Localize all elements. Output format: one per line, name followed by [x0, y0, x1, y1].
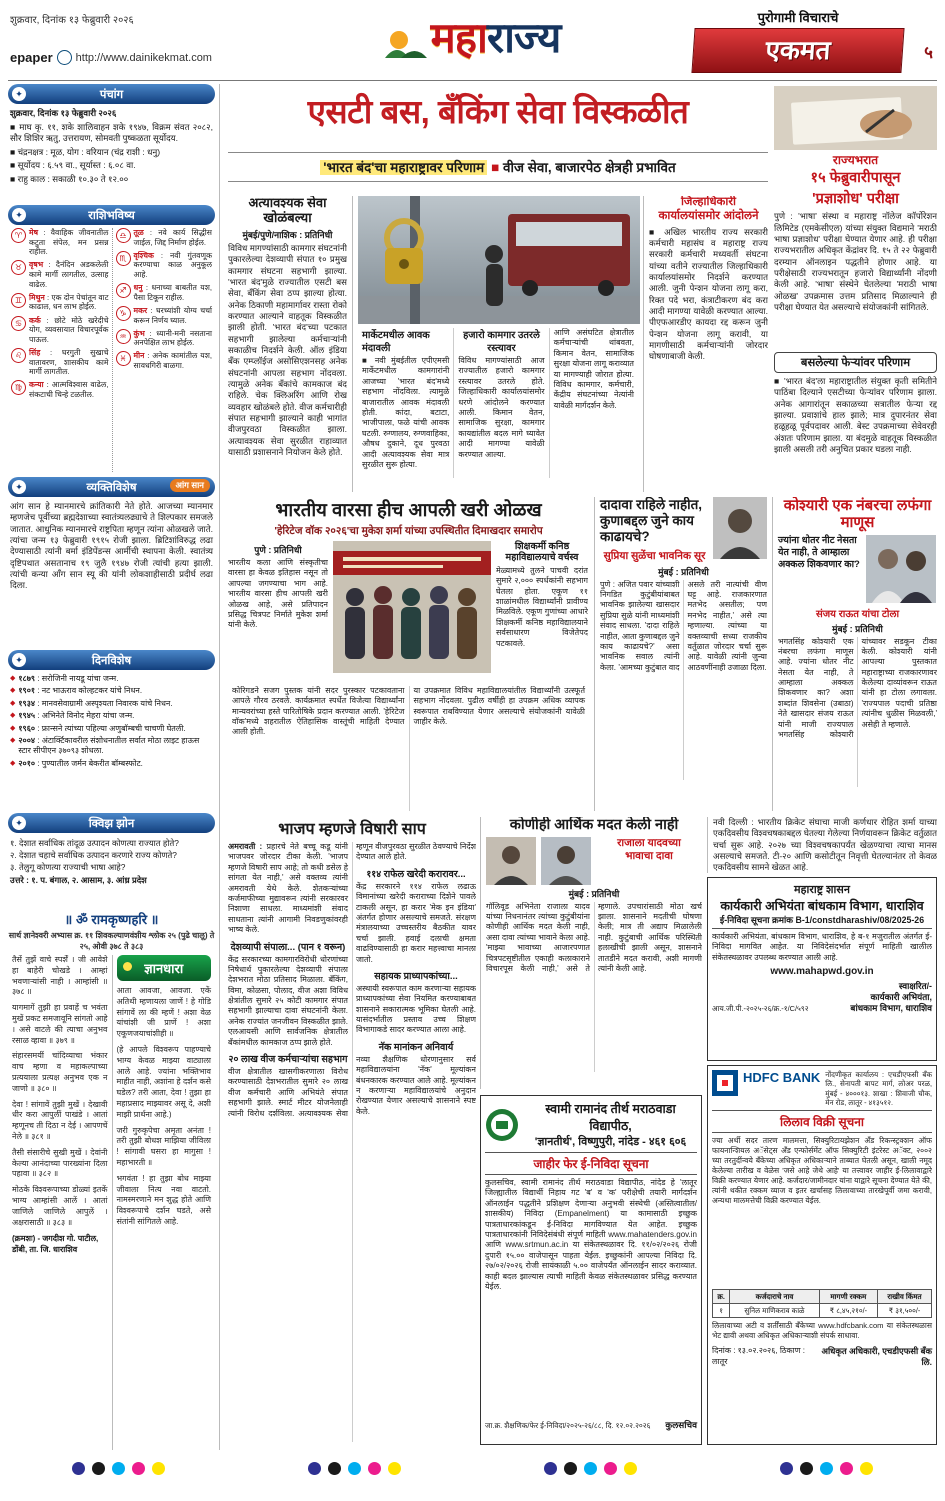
registration-dot-group: [308, 1462, 401, 1475]
exam-kicker: राज्यभरात: [832, 153, 879, 167]
quiz-question: ३. तेलुगू कोणत्या राज्याची भाषा आहे?: [10, 862, 126, 873]
madat-byline: मुंबई : प्रतिनिधी: [568, 888, 620, 899]
quiz-title: क्विझ झोन: [88, 817, 135, 830]
masthead-graphic-icon: [385, 28, 427, 58]
madat-body: गॉलिवूड अभिनेता राजाला यादव यांच्या निधनानंतर त्यांच्या कुटुंबीयांना कोणीही आर्थिक मदत केली नाही, असा दावा त्यांच्या भावाने केला आहे. 'माझ्या भावाच्या आजारपणात चित्रपटसृष्टीतील एकाही कलाकाराने विचारपूस केली नाही,' असे ते म्हणाले. उपचारांसाठी मोठा खर्च झाला. शासनाने मदतीची घोषणा केली; मात्र ती अद्याप मिळालेली नाही. कुटुंबाची आर्थिक परिस्थिती हलाखीची झाली असून, शासनाने तातडीने मदत करावी, अशी मागणी त्यांनी केली आहे.: [486, 901, 702, 974]
panchang-line: ■ चंद्रनक्षत्र : मूळ, योग : वरियान (चंद्र राशी : धनु): [10, 146, 161, 157]
ram-footer: (क्रमशः) - जगदीश गो. पाटील, डोंबी, ता. जि. धाराशिव: [12, 1234, 99, 1255]
dinvishesh-item: ◆ २००४ : अंटार्क्टिकावरील संशोधनातील सर्वात मोठा लाइट हाऊस स्टार सीपीएन ३७०९३ शोधला.: [10, 735, 200, 756]
registration-dot: [348, 1462, 361, 1475]
govt-tender-notice: [707, 877, 937, 1061]
madat-head: कोणीही आर्थिक मदत केली नाही: [509, 817, 679, 833]
masthead-part1: महा: [430, 14, 487, 61]
koshyari-body: भगतसिंह कोश्यारी एक नंबरचा लफंगा माणूस आहे. ज्यांना धोतर नीट नेसता येत नाही, ते आम्हाला अक्कल शिकवणार का? अशा शब्दांत शिवसेना (उबाठा) नेते खासदार संजय राऊत यांनी माजी राज्यपाल भगतसिंह कोश्यारी यांच्यावर सडकून टीका केली. कोश्यारी यांनी आपल्या पुस्तकात महाराष्ट्राच्या राजकारणावर केलेल्या दाव्यांवरून राऊत यांनी हा टोला लगावला. 'राज्यपाल पदाची प्रतिष्ठा त्यांनीच धुळीस मिळवली,' असेही ते म्हणाले.: [778, 636, 937, 740]
registration-dot: [820, 1462, 833, 1475]
bjp-subhead-1: देशव्यापी संपाला... (पान १ वरून): [230, 941, 346, 953]
madat-photo-1: [486, 837, 536, 885]
govt-head-1: महाराष्ट्र शासन: [794, 884, 850, 896]
registration-dot: [840, 1462, 853, 1475]
rashi-item: ♉ वृषभ : दैनंदिन अडकलेली कामे मार्गी लागतील, उत्साह वाढेल.: [11, 260, 109, 289]
zodiac-leo-icon: ♌: [11, 348, 26, 363]
lead-subhead-highlight: 'भारत बंद'चा महाराष्ट्रावर परिणाम: [320, 160, 487, 175]
rashi-item: ♍ कन्या : आत्मविश्वास वाढेल, संकटाची चिन्हे टळतील.: [11, 380, 109, 399]
dinvishesh-title: दिनविशेष: [91, 654, 132, 667]
dnyandhara-logo: ज्ञानधारा: [117, 955, 212, 981]
heritage-col1: [228, 541, 328, 682]
tagline: पुरोगामी विचाराचे: [757, 10, 839, 25]
hdfc-title: लिलाव विक्री सूचना: [712, 1110, 932, 1133]
dnyandhara-para: (हे आपले विश्वरूप पाहण्याचे भाग्य केवळ माझ्या वाट्याला आले आहे. ज्यांना भक्तिभाव माहीत नाही, अशांना हे दर्शन कसे घडेल? तरी आता, देवा ! तुझा हा महाप्रसाद माझ्यावर असू दे, अशी माझी प्रार्थना आहे.): [116, 1044, 211, 1119]
frequency-body: ■ 'भारत बंद'ला महाराष्ट्रातील संयुक्त कृती समितीने पाठिंबा दिल्याने एसटीच्या फेऱ्यांवर परिणाम झाला. अनेक आगारांतून सकाळच्या सत्रातील फेऱ्या रद्द झाल्या. प्रवाशांचे हाल झाले; मात्र दुपारनंतर सेवा हळूहळू पूर्वपदावर आली. बेस्ट उपक्रमाच्या सेवेवरही अंशतः परिणाम झाला. या बंदमुळे वाहतूक विस्कळीत झाली असली तरी अनुचित प्रकार घडला नाही.: [774, 376, 937, 455]
cricket-brief: नवी दिल्ली : भारतीय क्रिकेट संघाचा माजी कर्णधार रोहित शर्मा याच्या एकदिवसीय विश्वचषकाबद्दल घेतल्या गेलेल्या निर्णयावरून क्रिकेट वर्तुळात चर्चा सुरू आहे. २०२७ च्या विश्वचषकापर्यंत खेळण्याचा त्याचा मानस असल्याचे समजते. टी-२० आणि कसोटीतून निवृत्ती घेतल्यानंतर तो केवळ एकदिवसीय सामने खेळत आहे.: [707, 817, 937, 873]
rashi-item: ♎ तूळ : नवे कार्य सिद्धीस जाईल, जिद्द निर्माण होईल.: [116, 228, 213, 247]
vyakti-tag: आंग सान: [170, 479, 211, 492]
heritage-body-1: भारतीय कला आणि संस्कृतीचा वारसा हा केवळ इतिहास नसून तो आपल्या जगण्याचा भाग आहे. भारतीय वारसा हीच आपली खरी ओळख आहे, असे प्रतिपादन प्रसिद्ध चित्रपट निर्माते मुकेश शर्मा यांनी केले.: [228, 558, 328, 630]
dinvishesh-section: [8, 650, 215, 808]
epaper-label[interactable]: epaper: [10, 50, 53, 65]
govt-head-3: ई-निविदा सूचना क्रमांक B-1/constdharashiv/08/2025-26: [712, 914, 932, 929]
dnyandhara-para: आता आवजा, आवजा. एकें अतिथी म्हणायला जाणें ! हे गोडि सांगावें ला की म्हणें ! अशा वेळ यांचांशी जी प्राणें ! अशा एकूणजयाचांशीही ॥: [116, 986, 211, 1039]
quiz-section: [8, 813, 215, 905]
hdfc-brand: HDFC BANK: [743, 1070, 821, 1085]
registration-dot: [800, 1462, 813, 1475]
left-sidebar: [8, 84, 220, 1450]
verse: यागमागें तुझी हा प्रवाहें च भवंता मुखें प्रकट समजावूनि सांगतो आहे । असे वाटले की त्याचा अनुभव रसाळ व्हावा ॥ ३७९ ॥: [12, 1003, 108, 1045]
govt-body: कार्यकारी अभियंता, बांधकाम विभाग, धाराशिव, हे ब-१ मजुरातील अंतर्गत ई-निविदा मागवित आहेत. या निविदेसंदर्भात संपूर्ण माहिती खालील संकेतस्थळावर उपलब्ध करण्यात आली आहे.: [712, 932, 932, 962]
hdfc-date-place: दिनांक : १३.०२.२०२६, ठिकाण : लातूर: [712, 1346, 805, 1367]
lead-center: [352, 196, 644, 492]
lead-subhead: [228, 152, 768, 182]
heritage-byline: पुणे : प्रतिनिधी: [254, 545, 302, 555]
date-line: शुक्रवार, दिनांक १३ फेब्रुवारी २०२६: [10, 15, 134, 26]
collector-body: ■ अखिल भारतीय राज्य सरकारी कर्मचारी महासंघ व महाराष्ट्र राज्य सरकारी कर्मचारी मध्यवर्ती संघटना यांच्या वतीने राज्यातील जिल्हाधिकारी कार्यालयांसमोर निदर्शने करण्यात आली. जुनी पेन्शन योजना लागू करा, रिक्त पदे भरा, कंत्राटीकरण बंद करा आदी मागण्या यावेळी करण्यात आल्या. पीएफआरडीए कायदा रद्द करून जुनी पेन्शन योजना लागू करावी, या मागणीसाठी कर्मचाऱ्यांनी जोरदार घोषणाबाजी केली.: [649, 226, 768, 362]
zodiac-taurus-icon: ♉: [11, 260, 26, 275]
frequency-article: [774, 352, 937, 492]
exam-photo: [774, 86, 937, 150]
koshyari-bold-sub: ज्यांना धोतर नीट नेसता येत नाही, ते आम्हाला अक्कल शिकवणार का?: [778, 534, 860, 571]
workers-column: [453, 328, 548, 478]
rashi-item: ♋ कर्क : छोटे मोठे खरेदीचे योग, व्यवसायात विचारपूर्वक पाऊल.: [11, 316, 109, 345]
zodiac-scorpio-icon: ♏: [116, 251, 131, 266]
panchang-line: ■ राहु काल : सकाळी १०.३० ते १२.००: [10, 173, 129, 184]
quiz-question: २. देशात चहाचे सर्वाधिक उत्पादन करणारे राज्य कोणते?: [10, 850, 177, 861]
registration-dot: [152, 1462, 165, 1475]
registration-dot-group: [72, 1462, 165, 1475]
bjp-body-2: वीज क्षेत्रातील खासगीकरणाला विरोध करण्यासाठी देशभरातील सुमारे २० लाख वीज कर्मचारी आणि अभियंते संपात सहभागी झाले. स्मार्ट मीटर योजनेलाही त्यांनी विरोध दर्शविला. अत्यावश्यक सेवा म्हणून वीजपुरवठा सुरळीत ठेवण्याचे निर्देश देण्यात आले होते.: [228, 842, 476, 1118]
zodiac-libra-icon: ♎: [116, 228, 131, 243]
quiz-question: १. देशात सर्वाधिक तांदूळ उत्पादन कोणत्या राज्यात होते?: [10, 838, 179, 848]
verse: मोठके विश्वरूपाच्या डोळ्यां इतकें भाग्य आम्हांसी आलें । आतां जाणिले जाणिले आपुलें । अक्षरासाठी ॥ ३८३ ॥: [12, 1185, 108, 1227]
hdfc-logo-icon: [712, 1070, 738, 1096]
registration-dot: [132, 1462, 145, 1475]
registration-dot: [72, 1462, 85, 1475]
dnyandhara-para: भगवंता ! हा तुझा बोध माझ्या जीवाला नित्य नवा वाटतो. नामस्मरणाने मन शुद्ध होते आणि विश्वरूपाचे दर्शन घडते, असे संतांनी सांगितले आहे.: [116, 1173, 211, 1226]
dinvishesh-item: ◆ १८७९ : सरोजिनी नायडू यांचा जन्म.: [10, 674, 119, 683]
exam-line2: १५ फेब्रुवारीपासून: [810, 170, 901, 187]
zodiac-gemini-icon: ♊: [11, 293, 26, 308]
bjp-article: [228, 817, 476, 1445]
vyakti-body: आंग सान हे म्यानमारचे क्रांतिकारी नेते होते. आजच्या म्यानमार म्हणजेच पूर्वीच्या ब्रह्मदेशाच्या स्वातंत्र्यलढ्याचे ते शिल्पकार समजले जातात. आधुनिक म्यानमारचे राष्ट्रपिता म्हणून त्यांना ओळखले जाते. त्यांचा जन्म १३ फेब्रुवारी १९१५ रोजी झाला. ब्रिटिशांविरुद्ध लढा देण्यासाठी त्यांनी बर्मा इंडिपेंडन्स आर्मीची स्थापना केली. स्वातंत्र्य दृष्टिपथात असतानाच १९ जुलै १९४७ रोजी त्यांची हत्या झाली. त्यांची कन्या आँग सान स्यू की यांनी लोकशाहीसाठी प्रदीर्घ लढा दिला.: [10, 501, 213, 591]
rashi-item: ♌ सिंह : घरगुती सुखाचे वातावरण, शासकीय कामे मार्गी लागतील.: [11, 348, 109, 377]
dada-red-sub: सुप्रिया सुळेंचा भावनिक सूर: [603, 549, 706, 562]
university-tender-title: जाहीर फेर ई-निविदा सूचना: [485, 1152, 697, 1175]
panchang-line: ■ सूर्योदय : ६.५९ वा., सूर्यास्त : ६.०८ वा.: [10, 160, 136, 171]
panchang-section: [8, 84, 215, 200]
rashi-item: ♑ मकर : घरच्यांशी योग्य चर्चा करून निर्णय घ्याल.: [116, 306, 213, 325]
quiz-icon: ✦: [12, 816, 26, 830]
university-tender-body: कुलसचिव, स्वामी रामानंद तीर्थ मराठवाडा विद्यापीठ, नांदेड हे 'लातूर जिल्ह्यातील विद्यार्थी निहाय गट 'ब' व 'क' परीक्षेची तयारी मार्गदर्शन ऑनलाईन पद्धतीने प्रशिक्षण देणाऱ्या अनुभवी संस्थेची (अस्तित्वातील/शासकीय) निविदा (Empanelment) या कामासाठी इच्छुक पात्रताधारकांकडून ई-निविदा मागविण्यात येत आहेत. इच्छुक पात्रताधारकांनी निविदेसंबंधी संपूर्ण माहिती www.mahatenders.gov.in आणि www.srtmun.ac.in या संकेतस्थळावर दि. ११/०२/२०२६ रोजी दुपारी १५.०० वाजेपासून पाहता येईल. इच्छुकांनी आपल्या निविदा दि. २७/०२/२०२६ रोजी सायंकाळी ५.०० वाजेपर्यंत ऑनलाईन सादर कराव्यात. काही बदल झाल्यास त्याची माहिती केवळ संकेतस्थळावर प्रसिद्ध करण्यात येईल.: [485, 1178, 697, 1291]
registration-dot: [860, 1462, 873, 1475]
registration-dot: [604, 1462, 617, 1475]
diamond-bullet-icon: ◆: [10, 736, 16, 744]
panchang-title: पंचांग: [99, 88, 124, 101]
university-address: 'ज्ञानतीर्थ', विष्णुपुरी, नांदेड - ४६१ ६०६: [534, 1136, 687, 1148]
exam-line3: 'प्रज्ञाशोध' परीक्षा: [812, 190, 899, 207]
lead-headline: एसटी बस, बँकिंग सेवा विस्कळीत: [307, 93, 689, 130]
madat-article: [480, 817, 702, 1089]
site-url[interactable]: http://www.dainikekmat.com: [75, 51, 212, 64]
govt-url[interactable]: www.mahapwd.gov.in: [770, 966, 874, 978]
zodiac-sagittarius-icon: ♐: [116, 283, 131, 298]
rashi-item: ♐ धनु : धनाच्या बाबतीत यश, पैसा टिकून राहील.: [116, 283, 213, 302]
bjp-body-4: अस्थायी स्वरूपात काम करणाऱ्या सहायक प्राध्यापकांच्या सेवा नियमित करण्याबाबत शासनाने सकारात्मक भूमिका घेतली आहे. यासंदर्भातील प्रस्ताव उच्च शिक्षण विभागाकडे सादर करण्यात आला आहे.: [356, 983, 476, 1035]
panchang-icon: ✦: [12, 87, 26, 101]
zodiac-cancer-icon: ♋: [11, 316, 26, 331]
koshyari-article: [772, 497, 937, 811]
heritage-photo: [333, 541, 491, 673]
university-signature: कुलसचिव: [665, 1420, 697, 1430]
exam-body: पुणे : 'भाषा' संस्था व महाराष्ट्र नॉलेज कॉर्पोरेशन लिमिटेड (एमकेसीएल) यांच्या संयुक्त विद्यमाने 'मराठी भाषा प्रज्ञाशोध' परीक्षा घेण्यात येणार आहे. ही परीक्षा राज्यभरातील अधिकृत केंद्रांवर दि. १५ ते २२ फेब्रुवारी दरम्यान ऑनलाइन पद्धतीने होणार आहे. या परीक्षेसाठी राज्यभरातून हजारो विद्यार्थ्यांनी नोंदणी केली आहे. 'भाषा' संस्थेने घेतलेल्या 'मराठी भाषा ओळख' उपक्रमास उत्तम प्रतिसाद मिळाल्याने ही परीक्षा घेण्यात येत असल्याचे संयोजकांनी सांगितले.: [774, 211, 937, 312]
rashi-item: ♓ मीन : अनेक कामांतील यश, सावधगिरी बाळगा.: [116, 351, 213, 370]
leaf-icon: [123, 962, 132, 971]
collector-column: [644, 196, 768, 492]
registration-dot: [388, 1462, 401, 1475]
lead-article-head: अत्यावश्यक सेवा खोळंबल्या: [248, 196, 327, 225]
govt-head-2: कार्यकारी अभियंता बांधकाम विभाग, धाराशिव: [720, 899, 924, 913]
zodiac-pisces-icon: ♓: [116, 351, 131, 366]
workers-head: हजारो कामगार उतरले रस्त्यावर: [463, 330, 540, 354]
quiz-answers: उत्तरे : १. प. बंगाल, २. आसाम, ३. आंध्र प्रदेश: [10, 874, 147, 885]
market-body: ■ नवी मुंबईतील एपीएमसी मार्केटमधील कामगारांनी आजच्या 'भारत बंद'मध्ये सहभाग नोंदविला. त्यामुळे बाजारातील आवक मंदावली होती. कांदा, बटाटा, भाजीपाला, फळे यांची आवक घटली. रुग्णालय, रुग्णवाहिका, औषध दुकाने, दूध पुरवठा आदी अत्यावश्यक सेवा मात्र सुरळीत सुरू होत्या.: [362, 356, 450, 469]
bjp-intro: प्रहारचे नेते बच्चू कडू यांनी भाजपवर जोरदार टीका केली. 'भाजप म्हणजे विषारी साप आहे; तो कधी डसेल हे सांगता येत नाही,' असे वक्तव्य त्यांनी अमरावती येथे केले. शेतकऱ्यांच्या कर्जमाफीच्या मुद्यावरून त्यांनी सरकारवर निशाणा साधला. माध्यमांशी संवाद साधताना त्यांनी आगामी निवडणुकांवरही भाष्य केले.: [228, 842, 348, 935]
bjp-head: भाजप म्हणजे विषारी साप: [278, 821, 426, 838]
bjp-subhead-5: नॅक मानांकन अनिवार्य: [378, 1041, 454, 1053]
hdfc-foot: लिलावाच्या अटी व शर्तींसाठी बँकेच्या www.hdfcbank.com या संकेतस्थळास भेट द्यावी अथवा अधिकृत अधिकाऱ्याशी संपर्क साधावा.: [712, 1321, 932, 1341]
school-subarticle: [496, 541, 588, 682]
table-row: १ सुनिल माणिकराव काळे ₹ ८,४५,२१०/- ₹ ३१,५००/-: [713, 1304, 932, 1318]
verse: तैसें तुझें वाचे स्पर्शें । जी आवेशे हा बाहेरी चोखडे । आम्हां भवणाऱ्यांसी नाही । आम्हांसी ॥ ३७८ ॥: [12, 955, 108, 997]
lead-photo: [358, 196, 640, 324]
heritage-body-2: कोरिगडने सजग पुस्तक यांनी सदर पुरस्कार पटकावताना आपले गौरव ठरवले. कार्यक्रमात स्पर्धेत विजेत्या विद्यार्थ्यांना मान्यवरांच्या हस्ते पारितोषिके प्रदान करण्यात आली. 'हेरिटेज वॉक'मध्ये शहरातील ऐतिहासिक वास्तूंची माहिती देण्यात आली होती.: [232, 685, 405, 737]
dinvishesh-item: ◆ १९३४ : मानवसेवाग्रामी अस्पृश्यता निवारक यांचे निधन.: [10, 698, 173, 708]
zodiac-virgo-icon: ♍: [11, 380, 26, 395]
market-head: मार्केटमधील आवक मंदावली: [362, 330, 430, 354]
lead-column-1: [228, 196, 352, 492]
dinvishesh-item: ◆ २०१० : पुण्यातील जर्मन बेकरीत बॉम्बस्फोट.: [10, 758, 143, 768]
workers-column-2: [549, 328, 638, 478]
university-tender-notice: [480, 1095, 702, 1445]
lead-body: विविध मागण्यांसाठी कामगार संघटनांनी पुकारलेल्या देशव्यापी संपात १० प्रमुख कामगार संघटना सहभागी झाल्या. 'भारत बंद'मुळे राज्यातील एसटी बस सेवा, बँकिंग सेवा ठप्प झाल्या होत्या. अनेक ठिकाणी महामार्गावर रास्ता रोको करण्यात आल्याने वाहतूक विस्कळीत झाली होती. 'भारत बंद'च्या पटकात सहभागी झालेल्या कर्मचाऱ्यांनी सकाळीच निदर्शने केली. ऑल इंडिया बँक एम्प्लॉईज असोसिएशनसह अनेक संघटनांनी आपला सहभाग नोंदवला. त्यामुळे अनेक बँकांचे कामकाज बंद राहिले. चेक क्लिअरिंग आणि रोख व्यवहार खोळंबले होते. वीज कर्मचारीही संपात सहभागी झाल्याने काही भागांत वीजपुरवठा विस्कळीत झाला. अत्यावश्यक सेवा सुरळीत राहाव्यात यासाठी प्रशासनाने नियोजन केले होते.: [228, 242, 347, 458]
vyakti-icon: ✦: [12, 480, 26, 494]
ram-subtitle: सार्थ ज्ञानेश्वरी अभ्यास क्र. ११ शिवकल्याणवंशीय श्लोक २५ (पुढे चालू) ते २५, ओवी ३७८ ते ३८३: [8, 931, 215, 951]
market-column: [358, 328, 453, 478]
govt-ref: आय.जी.पी.-२०२५-२६/क्र.-१/C/५९२: [712, 1004, 809, 1014]
dada-head: दादावा राहिले नाहीत, कुणाबद्दल जुने काय काढायचे?: [600, 497, 703, 545]
header-rule: [8, 80, 937, 81]
school-body: मेळ्यामध्ये तुलने पाचवी दरांत सुमारे २,००० स्पर्धकांनी सहभाग घेतला होता. एकूण ११ शाळांमधील विद्यार्थ्यांनी प्रावीण्य मिळविले. एकूण गुणांच्या आधारे शिक्षकर्मी कनिष्ठ महाविद्यालयाने सर्वसाधारण विजेतेपद पटकावले.: [496, 565, 588, 648]
diamond-bullet-icon: ◆: [10, 724, 16, 732]
exam-article: [774, 86, 937, 348]
page-number: ५: [924, 43, 933, 62]
panchang-line: ■ माघ कृ. ११, शके शालिवाहन शके १९४७, विक्रम संवत २०८२, सौर शिशिर ऋतु, उत्तरायण, सोमवती पुष्कळता सूर्योदय.: [10, 121, 213, 144]
madat-red-sub: राजाला यादवच्या भावाचा दावा: [617, 836, 681, 862]
rashi-item: ♊ मिथुन : एक दोन पेचांतून वाट काढाल, धन लाभ होईल.: [11, 293, 109, 312]
zodiac-aries-icon: ♈: [11, 228, 26, 243]
rashi-item: ♒ कुंभ : ध्यानी-मनी नसताना अनपेक्षित लाभ होईल.: [116, 329, 213, 348]
brand-logo: एकमत: [691, 28, 904, 73]
registration-dot: [624, 1462, 637, 1475]
bjp-body-5: नव्या शैक्षणिक धोरणानुसार सर्व महाविद्यालयांना 'नॅक' मूल्यांकन बंधनकारक करण्यात आले आहे. मूल्यांकन न करणाऱ्या महाविद्यालयांचे अनुदान रोखण्यात येणार असल्याचे शासनाने स्पष्ट केले.: [356, 1054, 476, 1116]
registration-dot: [328, 1462, 341, 1475]
diamond-bullet-icon: ◆: [10, 759, 16, 767]
rashi-icon: ✦: [12, 208, 26, 222]
madat-photo-2: [541, 837, 591, 885]
verse: तैसी संसारीचे सुखी मुखें । देवांनी केल्या आनंदाच्या पारख्यांना दिला पहावा ॥ ३८२ ॥: [12, 1147, 108, 1179]
koshyari-red-sub: संजय राऊत यांचा टोला: [815, 608, 900, 620]
verse: देवा ! सांगावें तुझी मुखें । देखावी धीर करा आपुलीं पाखंडे । आतां म्हणूनच ती दिठा न देई । आपणचें नेले ॥ ३८१ ॥: [12, 1099, 108, 1141]
dada-body: पुणे : अजित पवार यांच्याशी निगडित कुटुंबीयांबाबत भावनिक झालेल्या खासदार सुप्रिया सुळे यांनी माध्यमांशी संवाद साधला. 'दादा राहिले नाहीत, आता कुणाबद्दल जुने काय काढायचे?' असा भावनिक सवाल त्यांनी केला. 'आमच्या कुटुंबात वाद असले तरी नात्यांची वीण घट्ट आहे. राजकारणात मतभेद असतील; पण मनभेद नाहीत,' असे त्या म्हणाल्या. त्यांच्या या वक्तव्याची सध्या राजकीय वर्तुळात जोरदार चर्चा सुरू आहे. यावेळी त्यांनी जुन्या आठवणींनाही उजाळा दिला.: [600, 579, 767, 672]
diamond-bullet-icon: ◆: [10, 687, 16, 695]
dada-photo: [713, 497, 767, 559]
heritage-head: भारतीय वारसा हीच आपली खरी ओळख: [275, 499, 542, 520]
panchang-line: शुक्रवार, दिनांक १३ फेब्रुवारी २०२६: [10, 108, 117, 118]
ram-section: [8, 910, 215, 1450]
university-ref: जा.क्र. शैक्षणिक/फेर ई-निविदा/२०२५-२६/८८, दि. १२.०२.२०२६: [485, 1420, 651, 1430]
rashi-item: ♏ वृश्चिक : नवी गुंतवणूक करण्याचा काळ अनुकूल आहे.: [116, 251, 213, 280]
registration-dot-group: [780, 1462, 873, 1475]
dada-byline: मुंबई : प्रतिनिधी: [658, 566, 709, 577]
print-registration-marks: [0, 1462, 945, 1475]
registration-dot: [584, 1462, 597, 1475]
registration-dot: [92, 1462, 105, 1475]
hdfc-address: नोंदणीकृत कार्यालय : एचडीएफसी बँक लि., सेनापती बापट मार्ग, लोअर परळ, मुंबई - ४०००१३. शाखा : शिवाजी चौक, मेन रोड, लातूर - ४१३५१२.: [825, 1070, 932, 1108]
registration-dot-group: [544, 1462, 637, 1475]
dinvishesh-item: ◆ १९०१ : नट भाऊराव कोल्हटकर यांचे निधन.: [10, 686, 143, 696]
hdfc-body: ज्या अर्थी सदर तारण मालमत्ता, सिक्युरिटायझेशन अँड रिकन्स्ट्रक्शन ऑफ फायनान्शियल अॅसेट्स अँड एन्फोर्समेंट ऑफ सिक्युरिटी इंटरेस्ट अॅक्ट, २००२ च्या तरतुदींन्वये बँकेच्या अधिकृत अधिकाऱ्याने ताब्यात घेतली असून, खाली नमूद केलेल्या तारीख व वेळेस 'जसे आहे जेथे आहे' या तत्त्वावर जाहीर ई-लिलावाद्वारे विक्री करण्यात येणार आहे. कर्जदार/जामीनदार यांना याद्वारे सूचना देण्यात येते की, त्यांनी थकीत रक्कम व्याज व इतर खर्चासह लिलावाच्या तारखेपूर्वी जमा करावी, अन्यथा मालमत्तेची विक्री करण्यात येईल.: [712, 1136, 932, 1205]
frequency-head: बसलेल्या फेऱ्यांवर परिणाम: [774, 352, 937, 373]
auction-table: क्र. कर्जदाराचे नाव मागणी रक्कम राखीव किंमत १ सुनिल माणिकराव काळे ₹ ८,४५,२१०/- ₹ ३१,५००/-: [712, 1289, 932, 1318]
heritage-article: [228, 497, 594, 811]
dnyandhara-para: जरी गुरुकृपेचा अमृता अनंता ! तरी तुझी बोधश माझिया जीविला ! सांगावी घसरा हा मागुसा ! महाभारती ॥: [116, 1125, 211, 1167]
heritage-subhead: 'हेरिटेज वॉक २०२६'चा मुकेश शर्मा यांच्या उपस्थितीत दिमाखदार समारोप: [274, 525, 543, 537]
dada-article: [594, 497, 772, 811]
registration-dot: [308, 1462, 321, 1475]
collector-head: जिल्हाधिकारी कार्यालयांसमोर आंदोलने: [658, 196, 759, 222]
workers-body: विविध मागण्यांसाठी आज राज्यातील हजारो कामगार रस्त्यावर उतरले होते. जिल्हाधिकारी कार्यालयांसमोर धरणे आंदोलने करण्यात आली. किमान वेतन, सामाजिक सुरक्षा, कामगार कायद्यांतील बदल मागे घ्यावेत आदी मागण्या यावेळी करण्यात आल्या.: [458, 356, 545, 459]
bjp-body-1: केंद्र सरकारच्या कामगारविरोधी धोरणांच्या निषेधार्थ पुकारलेल्या देशव्यापी संपाला देशभरात मोठा प्रतिसाद मिळाला. बँकिंग, विमा, कोळसा, पोलाद, वीज अशा विविध क्षेत्रांतील सुमारे २५ कोटी कामगार संपात सहभागी झाल्याचा दावा संघटनांनी केला. अनेक राज्यांत जनजीवन विस्कळीत झाले. एलआयसी आणि सार्वजनिक क्षेत्रातील बँकांमधील कामकाज ठप्प झाले होते.: [228, 954, 348, 1047]
registration-dot: [112, 1462, 125, 1475]
registration-dot: [564, 1462, 577, 1475]
masthead-part2: राज्य: [486, 14, 561, 61]
workers-body-2: आणि असंघटित क्षेत्रातील कर्मचाऱ्यांची थांबवता, किमान वेतन, सामाजिक सुरक्षा योजना लागू कराव्यात या मागण्याही जोरात होत्या. विविध कामगार, कर्मचारी, केंद्रीय संघटनांच्या नेत्यांनी यावेळी मार्गदर्शन केले.: [553, 328, 634, 410]
verse: संहारसमयीं चांदिव्याचा भंकार वाच म्हणा व महाकल्पाच्या प्रत्ययाला प्रत्यक्ष अनुभव एक न जाणो ॥ ३८० ॥: [12, 1051, 108, 1093]
hdfc-auction-notice: [707, 1065, 937, 1445]
registration-dot: [368, 1462, 381, 1475]
rashi-item: ♈ मेष : वैवाहिक जीवनातील कटुता संपेल, मन प्रसन्न राहील.: [11, 228, 109, 257]
bjp-subhead-3: ११४ राफेल खरेदी करारावर...: [366, 868, 466, 880]
dinvishesh-item: ◆ १९४५ : अभिनेते विनोद मेहरा यांचा जन्म.: [10, 711, 135, 721]
square-bullet-icon: ■: [491, 160, 500, 175]
diamond-bullet-icon: ◆: [10, 712, 16, 720]
hdfc-signature: अधिकृत अधिकारी, एचडीएफसी बँक लि.: [821, 1345, 932, 1367]
registration-dot: [780, 1462, 793, 1475]
bjp-body-3: केंद्र सरकारने ११४ राफेल लढाऊ विमानांच्या खरेदी कराराच्या दिशेने पावले टाकली असून, हा करार 'मेक इन इंडिया' अंतर्गत होणार असल्याचे समजते. संरक्षण मंत्रालयाच्या उच्चस्तरीय बैठकीत यावर चर्चा झाली. हवाई दलाची क्षमता वाढविण्यासाठी हा करार महत्त्वाचा मानला जातो.: [356, 881, 476, 964]
lead-subhead-rest: वीज सेवा, बाजारपेठ क्षेत्रही प्रभावित: [502, 160, 676, 175]
rashi-section: [8, 205, 215, 472]
registration-dot: [544, 1462, 557, 1475]
govt-signature: स्वाक्षरित/- कार्यकारी अभियंता, बांधकाम विभाग, धाराशिव: [850, 981, 932, 1014]
koshyari-head: कोश्यारी एक नंबरचा लफंगा माणूस: [783, 497, 932, 532]
dinvishesh-icon: ✦: [12, 653, 26, 667]
university-name: स्वामी रामानंद तीर्थ मराठवाडा विद्यापीठ,: [545, 1102, 676, 1133]
diamond-bullet-icon: ◆: [10, 675, 16, 682]
zodiac-capricorn-icon: ♑: [116, 306, 131, 321]
school-head: शिक्षकर्मी कनिष्ठ महाविद्यालयाचे वर्चस्व: [505, 541, 579, 564]
zodiac-aquarius-icon: ♒: [116, 329, 131, 344]
heritage-body-3: या उपक्रमात विविध महाविद्यालयांतील विद्यार्थ्यांनी उत्स्फूर्त सहभाग नोंदवला. पुढील वर्षीही हा उपक्रम अधिक व्यापक स्वरूपात राबविण्यात येणार असल्याचे संयोजकांनी यावेळी जाहीर केले.: [409, 686, 590, 811]
ram-title: ॥ ॐ रामकृष्णहरि ॥: [64, 912, 159, 927]
rashi-title: राशिभविष्य: [88, 209, 135, 222]
university-emblem-icon: [485, 1108, 519, 1142]
vyakti-section: [8, 477, 215, 645]
bjp-byline: अमरावती :: [228, 842, 263, 851]
bjp-subhead-2: २० लाख वीज कर्मचाऱ्यांचा सहभाग: [228, 1054, 348, 1066]
bjp-subhead-4: सहायक प्राध्यापकांच्या...: [374, 970, 458, 982]
dinvishesh-item: ◆ १९६० : फ्रान्सने त्यांच्या पहिल्या अणुबॉम्बची चाचणी घेतली.: [10, 723, 186, 733]
lead-byline: मुंबई/पुणे/नाशिक : प्रतिनिधी: [242, 229, 333, 240]
koshyari-photo: [866, 535, 936, 603]
vyakti-title: व्यक्तिविशेष: [86, 481, 137, 494]
koshyari-byline: मुंबई : प्रतिनिधी: [832, 623, 883, 634]
diamond-bullet-icon: ◆: [10, 699, 16, 707]
